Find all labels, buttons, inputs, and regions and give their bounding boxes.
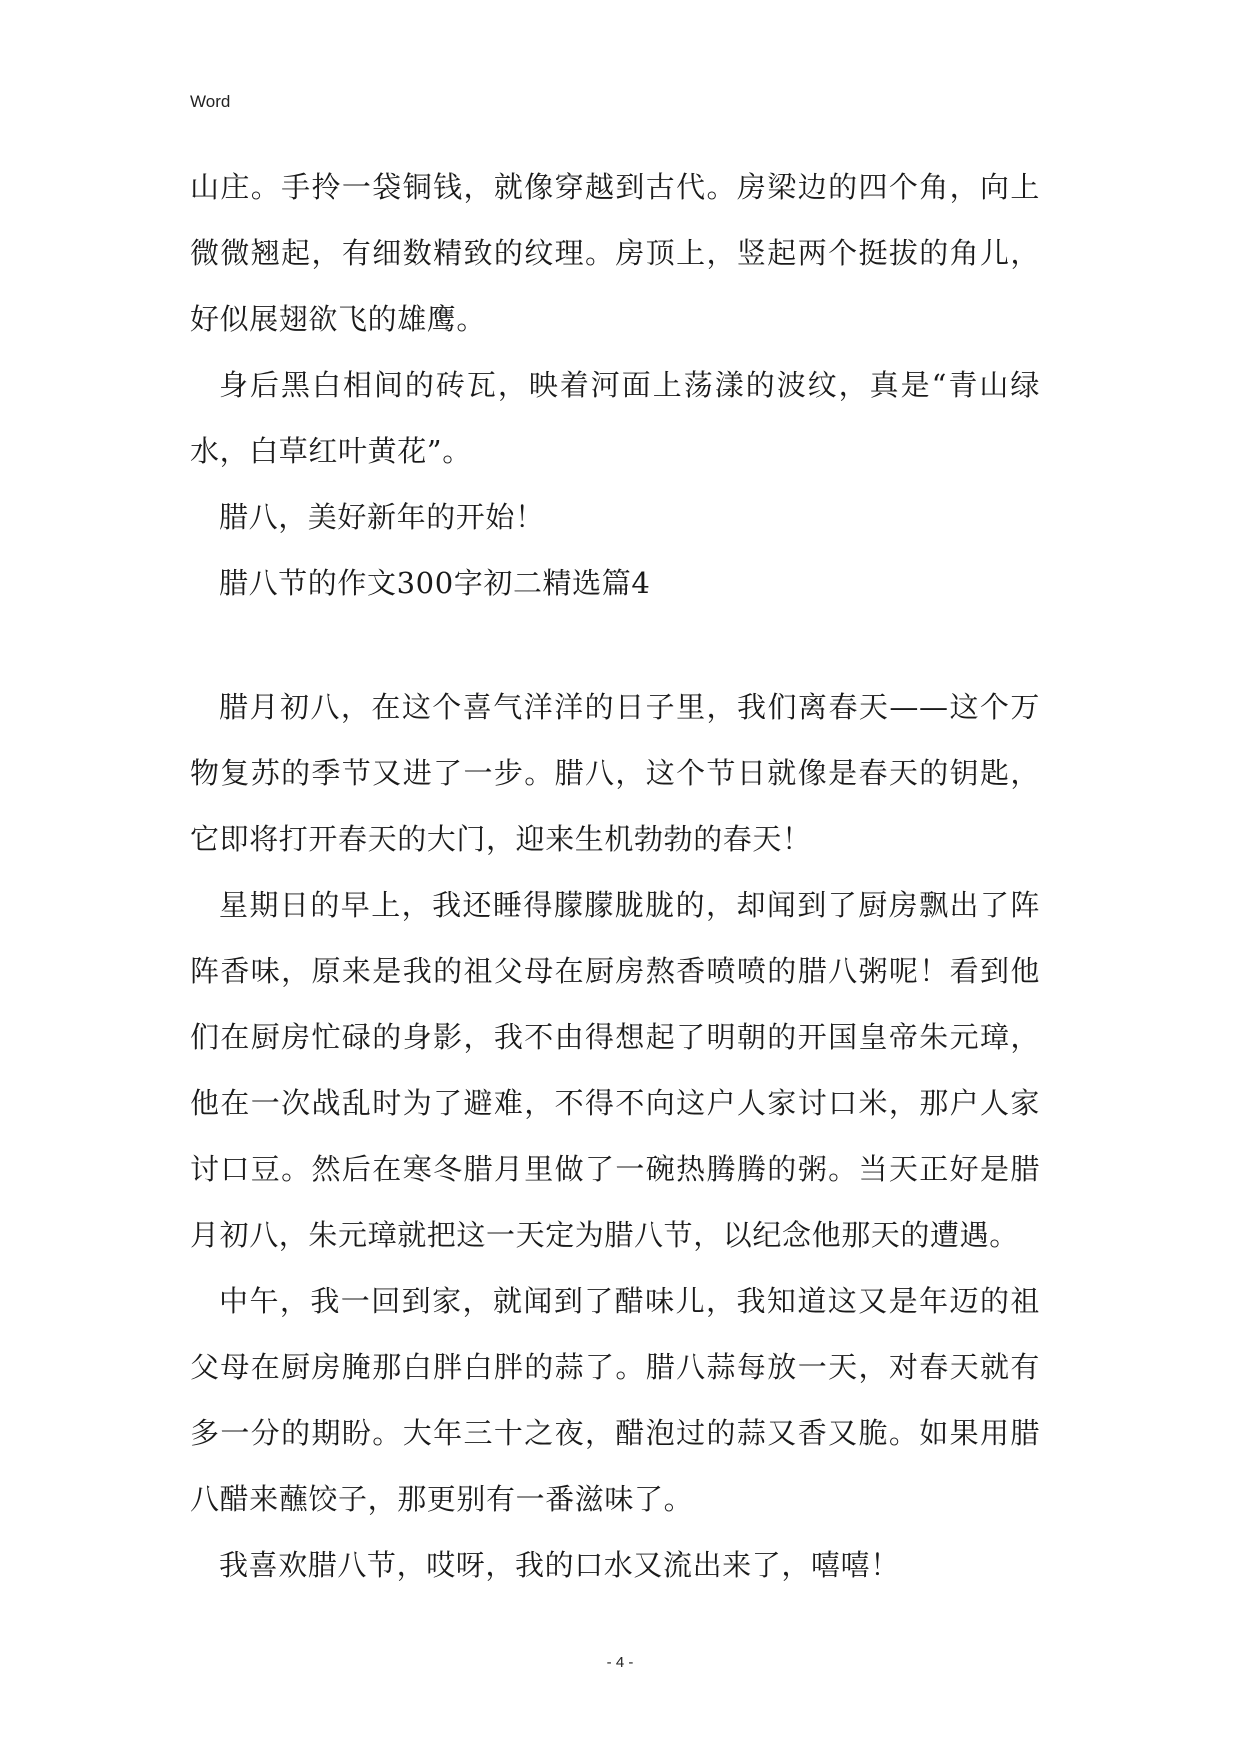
paragraph: 腊八，美好新年的开始！ [219,500,545,534]
section-title: 腊八节的作文300字初二精选篇4 [219,566,651,600]
spacer [190,616,1040,674]
paragraph: 星期日的早上，我还睡得朦朦胧胧的，却闻到了厨房飘出了阵阵香味，原来是我的祖父母在厨房熬香喷喷的腊八粥呢！看到他们在厨房忙碌的身影，我不由得想起了明朝的开国皇帝朱元璋，他在一次战乱时为了避难，不得不向这户人家讨口米，那户人家讨口豆。然后在寒冬腊月里做了一碗热腾腾的粥。当天正好是腊月初八，朱元璋就把这一天定为腊八节，以纪念他那天的遭遇。 [190,888,1040,1252]
paragraph: 身后黑白相间的砖瓦，映着河面上荡漾的波纹，真是“青山绿水，白草红叶黄花”。 [190,368,1040,468]
paragraph-continuation: 山庄。手拎一袋铜钱，就像穿越到古代。房梁边的四个角，向上微微翘起，有细数精致的纹理。房顶上，竖起两个挺拔的角儿，好似展翅欲飞的雄鹰。 [190,170,1040,336]
paragraph: 中午，我一回到家，就闻到了醋味儿，我知道这又是年迈的祖父母在厨房腌那白胖白胖的蒜了。腊八蒜每放一天，对春天就有多一分的期盼。大年三十之夜，醋泡过的蒜又香又脆。如果用腊八醋来蘸饺子，那更别有一番滋味了。 [190,1284,1040,1516]
paragraph: 我喜欢腊八节，哎呀，我的口水又流出来了，嘻嘻！ [219,1548,900,1582]
header-label: Word [190,92,231,111]
page-number: - 4 - [606,1654,634,1671]
paragraph: 腊月初八，在这个喜气洋洋的日子里，我们离春天——这个万物复苏的季节又进了一步。腊八，这个节日就像是春天的钥匙，它即将打开春天的大门，迎来生机勃勃的春天！ [190,690,1040,856]
document-body [190,154,1040,1598]
